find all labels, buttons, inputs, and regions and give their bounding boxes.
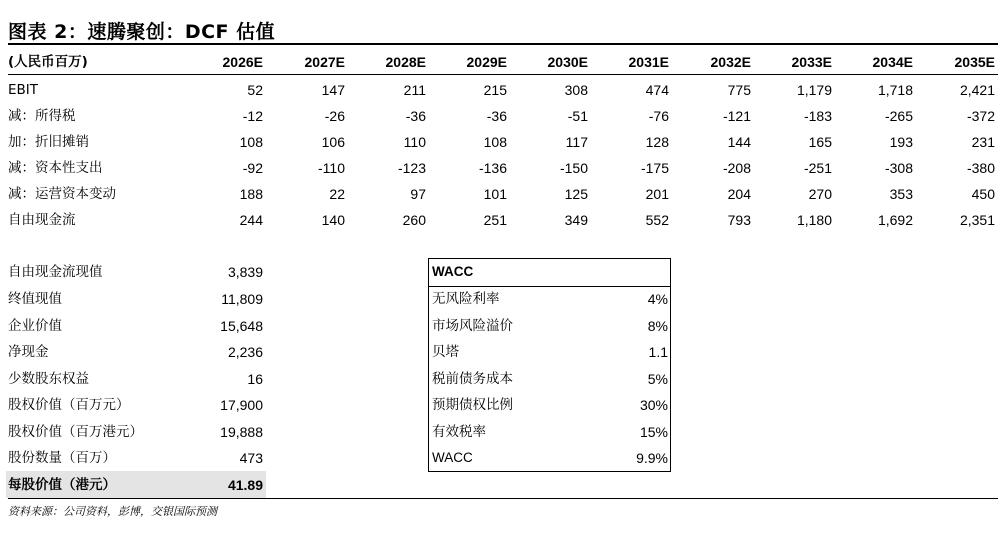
table-cell: 128 <box>645 134 669 150</box>
wacc-value: 15% <box>639 424 668 440</box>
summary-label: 股权价值（百万港元） <box>8 424 143 440</box>
table-cell: -36 <box>405 108 426 124</box>
table-cell: -372 <box>966 108 995 124</box>
table-cell: 147 <box>321 82 345 98</box>
source-note: 资料来源：公司资料，彭博，交银国际预测 <box>8 505 217 518</box>
table-cell: 308 <box>564 82 588 98</box>
table-cell: 349 <box>564 212 588 228</box>
wacc-label: WACC <box>432 450 473 465</box>
table-cell: -26 <box>324 108 345 124</box>
summary-label: 每股价值（港元） <box>8 477 116 493</box>
table-cell: -208 <box>722 160 751 176</box>
wacc-value: 9.9% <box>636 450 668 466</box>
summary-label: 股份数量（百万） <box>8 450 116 466</box>
wacc-value: 5% <box>647 371 668 387</box>
table-cell: 244 <box>239 212 263 228</box>
year-header: 2034E <box>872 54 913 70</box>
wacc-label: 市场风险溢价 <box>432 318 513 334</box>
table-cell: -150 <box>559 160 588 176</box>
table-cell: -110 <box>318 160 345 176</box>
table-cell: 165 <box>808 134 832 150</box>
table-cell: -251 <box>803 160 832 176</box>
summary-value: 19,888 <box>220 424 263 440</box>
table-cell: 97 <box>410 186 426 202</box>
table-cell: 552 <box>645 212 669 228</box>
year-header: 2032E <box>710 54 751 70</box>
row-label: EBIT <box>8 82 39 98</box>
row-label: 减：资本性支出 <box>8 160 103 176</box>
wacc-value: 8% <box>647 318 668 334</box>
table-cell: -265 <box>884 108 913 124</box>
table-cell: 231 <box>971 134 995 150</box>
table-cell: 251 <box>483 212 507 228</box>
table-cell: -175 <box>640 160 669 176</box>
table-cell: 110 <box>403 134 426 150</box>
table-cell: 144 <box>727 134 751 150</box>
table-cell: 211 <box>403 82 426 98</box>
wacc-label: 无风险利率 <box>432 291 500 307</box>
table-cell: 204 <box>727 186 751 202</box>
table-cell: 270 <box>808 186 832 202</box>
summary-value: 473 <box>239 450 263 466</box>
table-cell: 140 <box>321 212 345 228</box>
year-header: 2030E <box>547 54 588 70</box>
table-cell: -12 <box>242 108 263 124</box>
table-cell: -121 <box>722 108 751 124</box>
summary-value: 15,648 <box>220 318 263 334</box>
table-cell: -76 <box>648 108 669 124</box>
unit-label: (人民币百万) <box>8 54 88 70</box>
summary-label: 少数股东权益 <box>8 371 89 387</box>
table-cell: 775 <box>727 82 751 98</box>
summary-label: 股权价值（百万元） <box>8 397 130 413</box>
table-cell: 1,692 <box>877 212 913 228</box>
table-cell: 2,421 <box>959 82 995 98</box>
summary-label: 净现金 <box>8 344 49 360</box>
table-cell: 106 <box>321 134 345 150</box>
table-cell: -380 <box>966 160 995 176</box>
table-cell: 1,718 <box>877 82 913 98</box>
table-cell: 2,351 <box>959 212 995 228</box>
wacc-value: 4% <box>647 291 668 307</box>
table-cell: -92 <box>242 160 263 176</box>
table-cell: 101 <box>483 186 507 202</box>
bottom-divider <box>8 498 998 499</box>
table-cell: 201 <box>645 186 669 202</box>
row-label: 自由现金流 <box>8 212 76 228</box>
table-cell: 450 <box>971 186 995 202</box>
year-header: 2026E <box>222 54 263 70</box>
summary-value: 3,839 <box>227 264 263 280</box>
table-cell: -136 <box>478 160 507 176</box>
table-cell: -51 <box>567 108 588 124</box>
year-header: 2031E <box>628 54 669 70</box>
table-cell: 108 <box>483 134 507 150</box>
wacc-value: 1.1 <box>648 344 668 360</box>
summary-value: 16 <box>247 371 263 387</box>
row-label: 加：折旧摊销 <box>8 134 89 150</box>
row-label: 减：所得税 <box>8 108 76 124</box>
table-cell: -183 <box>803 108 832 124</box>
summary-label: 终值现值 <box>8 291 62 307</box>
row-label: 减：运营资本变动 <box>8 186 116 202</box>
table-cell: -36 <box>486 108 507 124</box>
table-cell: 52 <box>247 82 263 98</box>
header-divider <box>8 74 998 75</box>
table-cell: 188 <box>239 186 263 202</box>
wacc-label: 预期债权比例 <box>432 397 513 413</box>
top-divider <box>8 43 998 45</box>
table-cell: 117 <box>565 134 588 150</box>
table-cell: 108 <box>239 134 263 150</box>
wacc-header-divider <box>429 286 670 287</box>
year-header: 2028E <box>385 54 426 70</box>
table-cell: 474 <box>645 82 669 98</box>
page-title: 图表 2：速腾聚创：DCF 估值 <box>8 21 276 43</box>
table-cell: 1,179 <box>796 82 832 98</box>
year-header: 2029E <box>466 54 507 70</box>
table-cell: 1,180 <box>796 212 832 228</box>
summary-label: 企业价值 <box>8 318 62 334</box>
wacc-header: WACC <box>432 264 474 279</box>
year-header: 2033E <box>791 54 832 70</box>
summary-value: 41.89 <box>227 477 263 493</box>
wacc-label: 有效税率 <box>432 424 486 440</box>
wacc-label: 贝塔 <box>432 344 459 360</box>
summary-value: 2,236 <box>227 344 263 360</box>
table-cell: 22 <box>329 186 345 202</box>
year-header: 2035E <box>954 54 995 70</box>
table-cell: 125 <box>564 186 588 202</box>
table-cell: 260 <box>402 212 426 228</box>
wacc-value: 30% <box>639 397 668 413</box>
table-cell: -123 <box>397 160 426 176</box>
wacc-label: 税前债务成本 <box>432 371 513 387</box>
summary-value: 11,809 <box>221 291 263 307</box>
table-cell: 793 <box>727 212 751 228</box>
table-cell: 353 <box>889 186 913 202</box>
summary-label: 自由现金流现值 <box>8 264 103 280</box>
summary-value: 17,900 <box>220 397 263 413</box>
year-header: 2027E <box>304 54 345 70</box>
table-cell: -308 <box>884 160 913 176</box>
table-cell: 193 <box>889 134 913 150</box>
table-cell: 215 <box>483 82 507 98</box>
